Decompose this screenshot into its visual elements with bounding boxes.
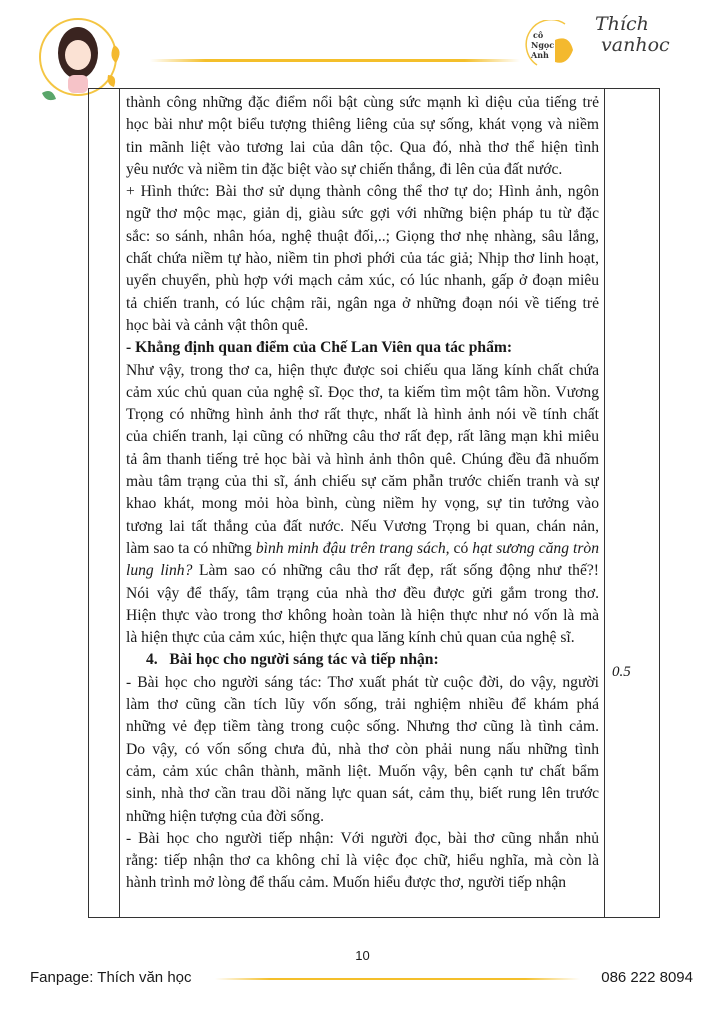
text-line	[126, 672, 599, 694]
text-line	[126, 203, 599, 225]
text-line	[126, 716, 599, 738]
text-segment: sinh, nhà thơ cần trau dồi năng lực quan sát, cảm thụ, biết rung lên trước	[126, 785, 599, 803]
text-segment: Do vậy, có vốn sống chưa đủ, nhà thơ còn phải nung nấu những tình	[126, 740, 599, 758]
text-line	[126, 694, 599, 716]
text-line	[126, 315, 599, 337]
text-line	[126, 337, 599, 359]
text-line	[126, 627, 599, 649]
text-line	[126, 181, 599, 203]
svg-text:Anh: Anh	[531, 50, 549, 60]
text-segment: - Bài học cho người sáng tác: Thơ xuất phát từ cuộc đời, do vậy, người	[126, 673, 599, 691]
footer-fanpage: Fanpage: Thích văn học	[30, 969, 192, 986]
text-line	[126, 92, 599, 114]
text-segment: 4. Bài học cho người sáng tác và tiếp nhận:	[146, 651, 439, 669]
text-segment: rằng: tiếp nhận thơ ca không chỉ là việc đọc chữ, hiểu nghĩa, mà còn là	[126, 852, 599, 870]
text-segment: tả chiến tranh, có lúc chậm rãi, ngân nga ở những đoạn nói về tiếng trẻ	[126, 294, 599, 312]
text-line	[126, 872, 599, 894]
text-line	[126, 293, 599, 315]
answer-content	[126, 92, 599, 895]
text-line	[126, 270, 599, 292]
text-line	[126, 806, 599, 828]
text-line	[126, 761, 599, 783]
text-line	[126, 159, 599, 181]
text-line	[126, 850, 599, 872]
svg-text:cô: cô	[533, 30, 544, 40]
text-line	[126, 739, 599, 761]
text-segment: cảm, cảm xúc chân thành, mãnh liệt. Muốn vậy, bên cạnh tư chất bẩm	[126, 762, 599, 780]
text-line	[126, 783, 599, 805]
text-segment: Như vậy, trong thơ ca, hiện thực được soi chiếu qua lăng kính chất chứa	[126, 361, 599, 379]
text-segment: những vẻ đẹp tiềm tàng trong cuộc sống. Nhưng thơ cũng là tình cảm.	[126, 718, 599, 736]
score-value: 0.5	[612, 664, 631, 680]
thich-vanhoc-logo: Thích vanhoc	[595, 13, 670, 56]
text-segment: ngữ thơ mộc mạc, giản dị, giàu sức gợi với những biện pháp tu từ đặc	[126, 205, 599, 223]
text-line	[126, 382, 599, 404]
text-segment: hạt sương căng tròn	[472, 539, 599, 557]
text-line	[126, 493, 599, 515]
text-segment: Làm sao có những câu thơ rất đẹp, rất sống động như thế?!	[192, 562, 599, 580]
text-segment: cảm xúc chủ quan của nghệ sĩ. Đọc thơ, ta kiếm tìm một tâm hồn. Vương	[126, 383, 599, 401]
co-ngoc-anh-logo	[525, 20, 585, 70]
text-line	[126, 828, 599, 850]
text-segment: yêu nước và niềm tin đặc biệt vào sự chiến thắng, đi lên của đất nước.	[126, 160, 563, 178]
text-line	[126, 137, 599, 159]
text-segment: bình minh đậu trên trang sách,	[255, 539, 450, 557]
text-segment: - Khẳng định quan điểm của Chế Lan Viên qua tác phẩm:	[126, 339, 513, 357]
text-line	[126, 248, 599, 270]
text-line	[126, 226, 599, 248]
footer-phone: 086 222 8094	[601, 969, 693, 986]
text-line	[126, 605, 599, 627]
text-segment: + Hình thức: Bài thơ sử dụng thành công thể thơ tự do; Hình ảnh, ngôn	[126, 183, 599, 201]
text-line	[126, 583, 599, 605]
text-segment: học bài và cảnh vật thôn quê.	[126, 316, 309, 334]
table-score-divider	[604, 88, 605, 918]
text-segment: thành công những đặc điểm nổi bật cùng sức mạnh kì diệu của tiếng trẻ	[126, 94, 599, 111]
text-segment: lung linh?	[126, 562, 193, 580]
text-segment: tả âm thanh tiếng trẻ học bài và hình ảnh thôn quê. Chúng đều đã nhuốm	[126, 450, 599, 468]
text-line	[126, 114, 599, 136]
text-line	[126, 360, 599, 382]
text-segment: tin mãnh liệt vào tương lai của dân tộc. Qua đó, nhà thơ thể hiện tình	[126, 138, 599, 156]
text-segment: làm thơ cũng cần tích lũy vốn sống, trải nghiệm nhiều để khám phá	[126, 696, 599, 714]
text-segment: những hiện tượng của đời sống.	[126, 807, 324, 825]
footer-divider	[215, 978, 580, 980]
text-segment: Trọng có những hình ảnh thơ rất thực, nhất là hình ảnh nói về tính chất	[126, 406, 599, 424]
text-segment: Hiện thực vào trong thơ không hoàn toàn là hiện thực như nó vốn là mà	[126, 606, 599, 624]
svg-text:Ngọc: Ngọc	[531, 40, 555, 50]
text-segment: là hiện thực của cảm xúc, hiện thực qua lăng kính chủ quan của nghệ sĩ.	[126, 629, 575, 647]
text-segment: chất chứa niềm tự hào, niềm tin phơi phới của tác giả; Nhịp thơ linh hoạt,	[126, 250, 599, 268]
text-line	[126, 404, 599, 426]
text-segment: Nói vậy để thấy, tâm trạng của nhà thơ đều được gửi gắm trong thơ.	[126, 584, 599, 602]
text-segment: uyển chuyển, phù hợp với mạch cảm xúc, có lúc nhanh, gấp ở đoạn miêu	[126, 272, 599, 290]
text-segment: khao khát, mong mỏi hòa bình, cùng niềm hy vọng, sự tin tưởng vào	[126, 495, 599, 513]
text-line	[126, 516, 599, 538]
text-line	[126, 426, 599, 448]
text-segment: hành trình mở lòng để thấu cảm. Muốn hiểu được thơ, người tiếp nhận	[126, 874, 567, 892]
text-segment: làm sao ta có những	[126, 539, 256, 557]
text-line	[126, 449, 599, 471]
text-segment: màu tâm trạng của thi sĩ, ánh chiếu sự căm phẫn trước chiến tranh và sự	[126, 473, 599, 491]
text-line	[126, 471, 599, 493]
text-segment: tương lai tất thắng của đất nước. Nếu Vương Trọng bi quan, chán nản,	[126, 517, 599, 535]
text-segment: học bài như một biểu tượng thiêng liêng của sự sống, khát vọng và niềm	[126, 116, 599, 134]
table-left-column	[88, 88, 120, 918]
text-line	[126, 560, 599, 582]
header-divider	[150, 59, 520, 62]
text-segment: sắc: so sánh, nhân hóa, nghệ thuật đối,..; Giọng thơ nhẹ nhàng, sâu lắng,	[126, 227, 599, 245]
text-segment: có	[449, 539, 473, 557]
text-segment: của chiến tranh, lại cũng có những câu thơ rất đẹp, rất lãng mạn khi miêu	[126, 428, 599, 446]
page-number: 10	[355, 948, 370, 963]
text-segment: - Bài học cho người tiếp nhận: Với người đọc, bài thơ cũng nhắn nhủ	[126, 829, 599, 847]
text-line	[126, 649, 599, 671]
text-line	[126, 538, 599, 560]
